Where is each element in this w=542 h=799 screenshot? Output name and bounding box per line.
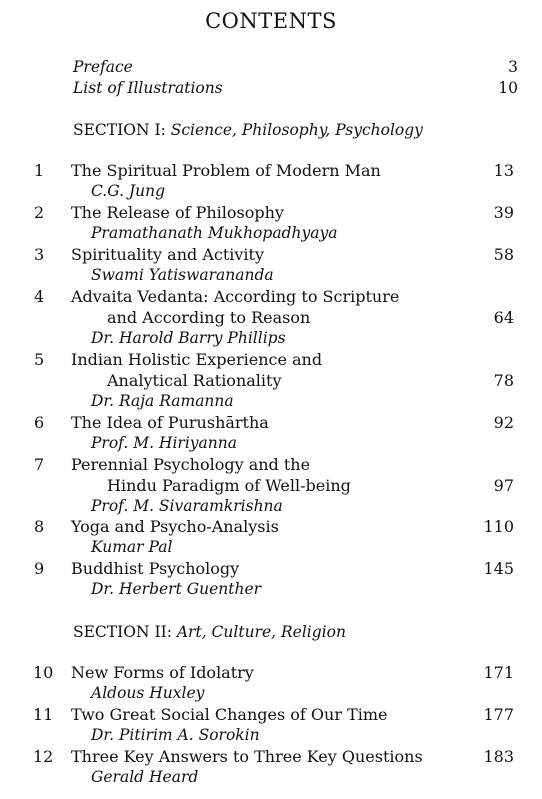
entry-page: 171 bbox=[483, 663, 514, 682]
section-subtitle: Science, Philosophy, Psychology bbox=[170, 121, 423, 139]
entry-title: Yoga and Psycho-Analysis bbox=[71, 517, 279, 536]
section-label: SECTION I: bbox=[73, 121, 166, 139]
entry-title: Indian Holistic Experience and bbox=[71, 350, 323, 369]
entry-page: 39 bbox=[493, 203, 514, 222]
front-matter-preface[interactable] bbox=[73, 56, 518, 78]
entry-title-continued: and According to Reason bbox=[107, 308, 311, 327]
entry-page: 183 bbox=[483, 747, 514, 766]
front-matter-label: Preface bbox=[73, 58, 133, 76]
toc-entry[interactable] bbox=[0, 202, 542, 244]
entry-page: 92 bbox=[493, 413, 514, 432]
entry-page: 110 bbox=[483, 517, 514, 536]
toc-entry[interactable] bbox=[0, 244, 542, 286]
entry-author: Kumar Pal bbox=[91, 538, 173, 556]
entry-number: 11 bbox=[33, 705, 54, 724]
entry-number: 4 bbox=[34, 287, 45, 306]
entry-author: Prof. M. Sivaramkrishna bbox=[91, 497, 283, 515]
entry-author: Dr. Pitirim A. Sorokin bbox=[91, 726, 260, 744]
toc-entry[interactable] bbox=[0, 558, 542, 600]
entry-title-continued: Hindu Paradigm of Well-being bbox=[107, 476, 351, 495]
entry-title: The Spiritual Problem of Modern Man bbox=[71, 161, 381, 180]
entry-page: 64 bbox=[493, 308, 514, 327]
entry-title: Two Great Social Changes of Our Time bbox=[71, 705, 388, 724]
entry-number: 12 bbox=[33, 747, 54, 766]
front-matter-page: 10 bbox=[498, 79, 518, 97]
entry-author: Swami Yatiswarananda bbox=[91, 266, 274, 284]
entry-title: The Idea of Purushārtha bbox=[71, 413, 269, 432]
entry-number: 3 bbox=[34, 245, 45, 264]
toc-entry[interactable] bbox=[0, 349, 542, 412]
entry-author: Pramathanath Mukhopadhyaya bbox=[91, 224, 338, 242]
entry-author: Dr. Herbert Guenther bbox=[91, 580, 262, 598]
entry-author: Aldous Huxley bbox=[91, 684, 205, 702]
section-subtitle: Art, Culture, Religion bbox=[176, 623, 346, 641]
entry-number: 9 bbox=[34, 559, 45, 578]
front-matter-list-of-illustrations[interactable] bbox=[73, 77, 518, 99]
entry-page: 177 bbox=[483, 705, 514, 724]
front-matter-label: List of Illustrations bbox=[73, 79, 223, 97]
entry-number: 10 bbox=[33, 663, 54, 682]
entry-number: 6 bbox=[34, 413, 45, 432]
entry-title: The Release of Philosophy bbox=[71, 203, 284, 222]
entry-author: C.G. Jung bbox=[91, 182, 166, 200]
toc-entry[interactable] bbox=[0, 160, 542, 202]
entry-page: 78 bbox=[493, 371, 514, 390]
entry-number: 5 bbox=[34, 350, 45, 369]
section-heading-1 bbox=[73, 119, 423, 141]
entry-page: 145 bbox=[483, 559, 514, 578]
entry-author: Dr. Raja Ramanna bbox=[91, 392, 234, 410]
entry-number: 8 bbox=[34, 517, 45, 536]
toc-entry[interactable] bbox=[0, 516, 542, 558]
entry-title: Spirituality and Activity bbox=[71, 245, 265, 264]
entry-number: 1 bbox=[34, 161, 45, 180]
toc-entry[interactable] bbox=[0, 412, 542, 454]
toc-entry[interactable] bbox=[0, 704, 542, 746]
entry-author: Prof. M. Hiriyanna bbox=[91, 434, 237, 452]
entry-title: New Forms of Idolatry bbox=[71, 663, 254, 682]
toc-entry[interactable] bbox=[0, 286, 542, 349]
section-heading-2 bbox=[73, 621, 346, 643]
toc-entry[interactable] bbox=[0, 662, 542, 704]
entry-author: Gerald Heard bbox=[91, 768, 199, 786]
front-matter-page: 3 bbox=[508, 58, 518, 76]
toc-entry[interactable] bbox=[0, 454, 542, 517]
page-title: CONTENTS bbox=[205, 9, 337, 33]
entry-number: 7 bbox=[34, 455, 45, 474]
entry-page: 97 bbox=[493, 476, 514, 495]
entry-title: Perennial Psychology and the bbox=[71, 455, 311, 474]
entry-author: Dr. Harold Barry Phillips bbox=[91, 329, 286, 347]
entry-title: Three Key Answers to Three Key Questions bbox=[71, 747, 423, 766]
entry-title: Buddhist Psychology bbox=[71, 559, 240, 578]
section-label: SECTION II: bbox=[73, 623, 172, 641]
entry-page: 58 bbox=[493, 245, 514, 264]
entry-title-continued: Analytical Rationality bbox=[107, 371, 282, 390]
toc-entry[interactable] bbox=[0, 746, 542, 788]
entry-title: Advaita Vedanta: According to Scripture bbox=[71, 287, 400, 306]
entry-number: 2 bbox=[34, 203, 45, 222]
entry-page: 13 bbox=[493, 161, 514, 180]
